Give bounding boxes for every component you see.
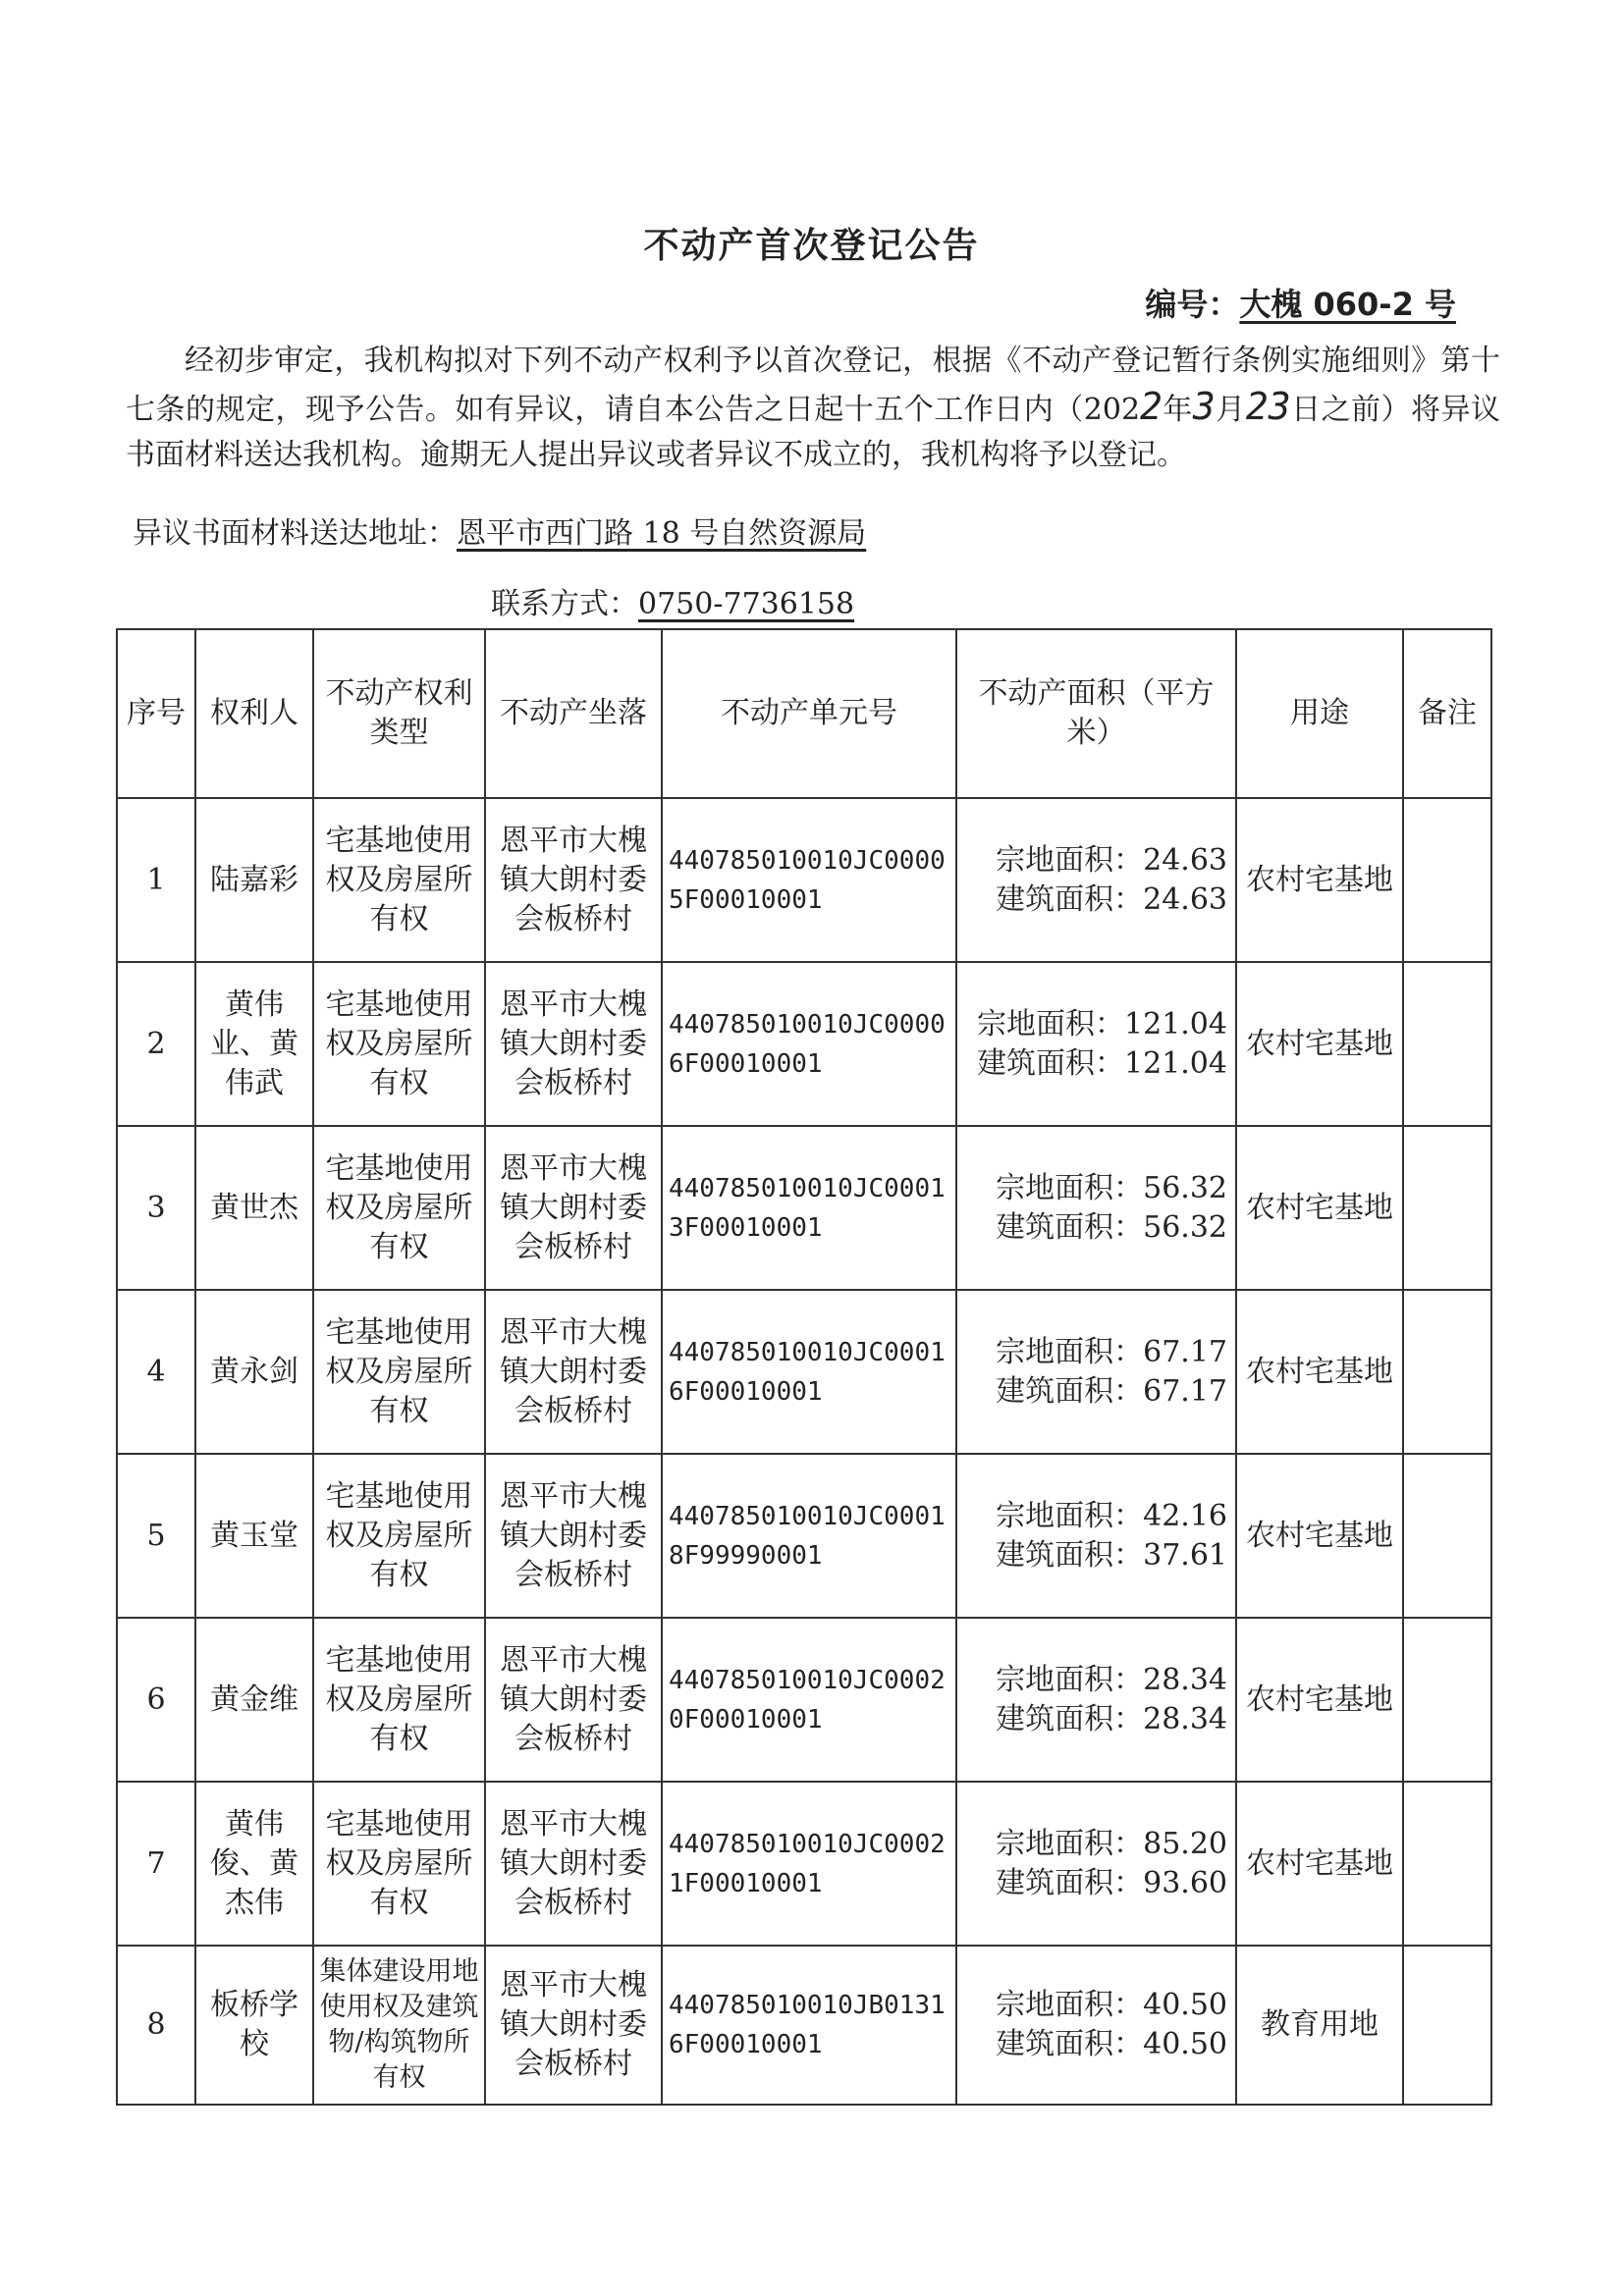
table-row (117, 1126, 1491, 1290)
cell-owner: 黄永剑 (195, 1290, 313, 1454)
header-usage: 用途 (1236, 629, 1403, 798)
cell-right-type: 宅基地使用权及房屋所有权 (313, 1782, 485, 1946)
cell-area (956, 1290, 1236, 1454)
cell-location: 恩平市大槐镇大朗村委会板桥村 (485, 962, 662, 1126)
intro-text: 经初步审定，我机构拟对下列不动产权利予以首次登记，根据《不动产登记暂行条例实施细则》第十七条的规定，现予公告。如有异议，请自本公告之日起十五个工作日内（202 (126, 344, 1500, 427)
land-area: 宗地面积：121.04 (977, 1006, 1227, 1041)
cell-owner: 板桥学校 (195, 1946, 313, 2105)
cell-right-type: 宅基地使用权及房屋所有权 (313, 1618, 485, 1782)
cell-no: 5 (117, 1454, 195, 1618)
land-area: 宗地面积：42.16 (996, 1498, 1227, 1533)
cell-owner: 黄伟俊、黄杰伟 (195, 1782, 313, 1946)
building-area: 建筑面积：40.50 (996, 2027, 1227, 2061)
intro-rest: 日之前）将异议书面材料送达我机构。逾期无人提出异议或者异议不成立的，我机构将予以登记。 (126, 393, 1501, 472)
header-no: 序号 (117, 629, 195, 798)
cell-unit-no: 440785010010JB01316F00010001 (662, 1946, 956, 2105)
cell-right-type: 宅基地使用权及房屋所有权 (313, 798, 485, 962)
building-area: 建筑面积：121.04 (977, 1045, 1227, 1081)
table-row (117, 798, 1491, 962)
page-title: 不动产首次登记公告 (643, 226, 980, 266)
cell-owner: 陆嘉彩 (195, 798, 313, 962)
land-area: 宗地面积：28.34 (996, 1662, 1227, 1697)
cell-area (956, 1454, 1236, 1618)
cell-area (956, 798, 1236, 962)
cell-remark (1403, 1946, 1491, 2105)
land-area: 宗地面积：85.20 (996, 1826, 1227, 1861)
cell-right-type: 宅基地使用权及房屋所有权 (313, 962, 485, 1126)
cell-usage: 农村宅基地 (1236, 1290, 1403, 1454)
year-suffix: 年 (1162, 393, 1193, 427)
contact-label: 联系方式： (491, 587, 638, 621)
table-header-row (117, 629, 1491, 798)
header-location: 不动产坐落 (485, 629, 662, 798)
cell-area (956, 1618, 1236, 1782)
handwritten-month: 3 (1192, 385, 1216, 428)
cell-unit-no: 440785010010JC00005F00010001 (662, 798, 956, 962)
cell-owner: 黄世杰 (195, 1126, 313, 1290)
cell-location: 恩平市大槐镇大朗村委会板桥村 (485, 1782, 662, 1946)
cell-usage: 农村宅基地 (1236, 962, 1403, 1126)
cell-no: 8 (117, 1946, 195, 2105)
address-label: 异议书面材料送达地址： (133, 516, 457, 551)
cell-right-type: 宅基地使用权及房屋所有权 (313, 1290, 485, 1454)
document-number-value: 大槐 060-2 号 (1239, 286, 1456, 323)
handwritten-day: 23 (1245, 385, 1291, 428)
cell-area (956, 1126, 1236, 1290)
registration-table (116, 628, 1492, 2106)
cell-no: 3 (117, 1126, 195, 1290)
month-suffix: 月 (1215, 393, 1246, 427)
cell-unit-no: 440785010010JC00016F00010001 (662, 1290, 956, 1454)
header-right-type: 不动产权利类型 (313, 629, 485, 798)
cell-owner: 黄伟业、黄伟武 (195, 962, 313, 1126)
cell-right-type: 宅基地使用权及房屋所有权 (313, 1454, 485, 1618)
document-number-label: 编号： (1145, 286, 1240, 323)
cell-no: 4 (117, 1290, 195, 1454)
table-row (117, 1618, 1491, 1782)
address-value: 恩平市西门路 18 号自然资源局 (457, 516, 867, 551)
building-area: 建筑面积：56.32 (996, 1209, 1227, 1245)
land-area: 宗地面积：56.32 (996, 1170, 1227, 1205)
cell-remark (1403, 1782, 1491, 1946)
land-area: 宗地面积：24.63 (996, 842, 1227, 878)
cell-location: 恩平市大槐镇大朗村委会板桥村 (485, 1454, 662, 1618)
handwritten-year-digit: 2 (1140, 385, 1163, 428)
cell-no: 1 (117, 798, 195, 962)
contact-value: 0750-7736158 (638, 587, 855, 621)
building-area: 建筑面积：37.61 (996, 1537, 1227, 1573)
cell-usage: 农村宅基地 (1236, 1618, 1403, 1782)
objection-address (133, 508, 866, 552)
cell-remark (1403, 962, 1491, 1126)
cell-no: 7 (117, 1782, 195, 1946)
cell-unit-no: 440785010010JC00006F00010001 (662, 962, 956, 1126)
land-area: 宗地面积：67.17 (996, 1334, 1227, 1369)
cell-remark (1403, 1126, 1491, 1290)
cell-area (956, 962, 1236, 1126)
cell-unit-no: 440785010010JC00021F00010001 (662, 1782, 956, 1946)
cell-location: 恩平市大槐镇大朗村委会板桥村 (485, 1618, 662, 1782)
building-area: 建筑面积：28.34 (996, 1701, 1227, 1736)
cell-right-type: 宅基地使用权及房屋所有权 (313, 1126, 485, 1290)
contact-info (491, 579, 854, 622)
cell-usage: 农村宅基地 (1236, 1126, 1403, 1290)
cell-usage: 农村宅基地 (1236, 1782, 1403, 1946)
land-area: 宗地面积：40.50 (996, 1988, 1227, 2022)
cell-location: 恩平市大槐镇大朗村委会板桥村 (485, 1290, 662, 1454)
cell-unit-no: 440785010010JC00018F99990001 (662, 1454, 956, 1618)
header-unit-no: 不动产单元号 (662, 629, 956, 798)
cell-location: 恩平市大槐镇大朗村委会板桥村 (485, 798, 662, 962)
cell-location: 恩平市大槐镇大朗村委会板桥村 (485, 1126, 662, 1290)
cell-owner: 黄玉堂 (195, 1454, 313, 1618)
building-area: 建筑面积：67.17 (996, 1373, 1227, 1409)
cell-area (956, 1946, 1236, 2105)
cell-unit-no: 440785010010JC00020F00010001 (662, 1618, 956, 1782)
document-number (1145, 280, 1456, 325)
header-owner: 权利人 (195, 629, 313, 798)
cell-remark (1403, 1618, 1491, 1782)
table-row (117, 1454, 1491, 1618)
cell-owner: 黄金维 (195, 1618, 313, 1782)
cell-remark (1403, 1454, 1491, 1618)
cell-no: 6 (117, 1618, 195, 1782)
cell-usage: 农村宅基地 (1236, 798, 1403, 962)
cell-location: 恩平市大槐镇大朗村委会板桥村 (485, 1946, 662, 2105)
cell-unit-no: 440785010010JC00013F00010001 (662, 1126, 956, 1290)
cell-usage: 农村宅基地 (1236, 1454, 1403, 1618)
header-remark: 备注 (1403, 629, 1491, 798)
building-area: 建筑面积：24.63 (996, 881, 1227, 917)
table-row (117, 1782, 1491, 1946)
cell-no: 2 (117, 962, 195, 1126)
header-area: 不动产面积（平方米） (956, 629, 1236, 798)
notice-paragraph (126, 339, 1500, 478)
cell-area (956, 1782, 1236, 1946)
table-row (117, 962, 1491, 1126)
table-row (117, 1290, 1491, 1454)
cell-remark (1403, 798, 1491, 962)
building-area: 建筑面积：93.60 (996, 1865, 1227, 1900)
cell-right-type: 集体建设用地使用权及建筑物/构筑物所有权 (313, 1946, 485, 2105)
cell-usage: 教育用地 (1236, 1946, 1403, 2105)
table-row (117, 1946, 1491, 2105)
cell-remark (1403, 1290, 1491, 1454)
